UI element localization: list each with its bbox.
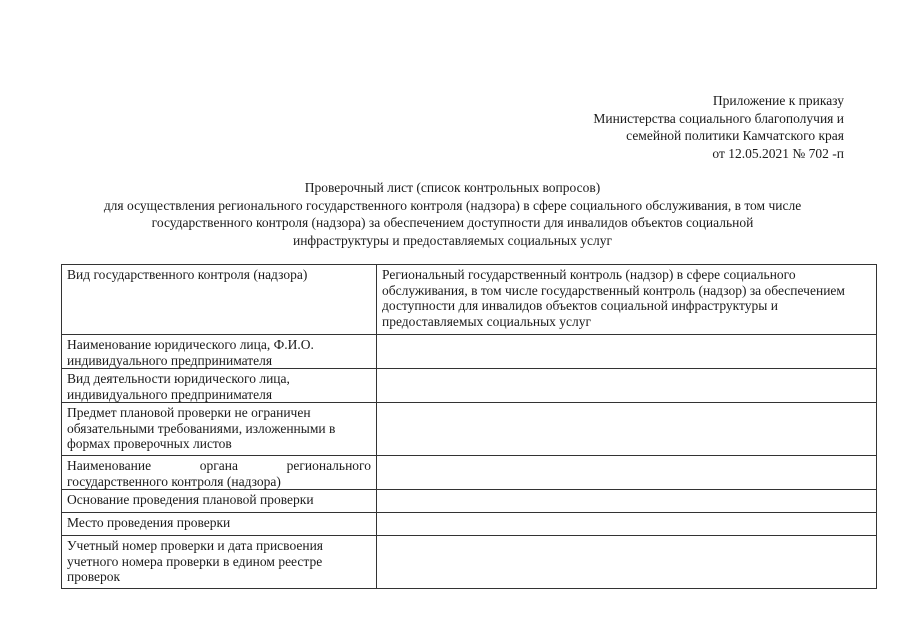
appendix-line: от 12.05.2021 № 702 -п bbox=[712, 145, 844, 161]
row-value bbox=[377, 513, 877, 536]
table-row bbox=[62, 335, 877, 369]
table-row bbox=[62, 403, 877, 456]
checklist-table bbox=[61, 264, 877, 589]
row-label: Учетный номер проверки и дата присвоения учетного номера проверки в едином реестре проверок bbox=[62, 536, 377, 589]
table-row bbox=[62, 536, 877, 589]
row-label: Место проведения проверки bbox=[62, 513, 377, 536]
row-value bbox=[377, 369, 877, 403]
title-line: Проверочный лист (список контрольных вопросов) bbox=[304, 180, 601, 195]
table-row bbox=[62, 513, 877, 536]
appendix-header bbox=[593, 92, 844, 162]
appendix-line: Министерства социального благополучия и bbox=[593, 110, 844, 126]
table-row bbox=[62, 490, 877, 513]
row-value bbox=[377, 335, 877, 369]
table-row bbox=[62, 369, 877, 403]
table-row bbox=[62, 456, 877, 490]
row-label: Наименование органа регионального государственного контроля (надзора) bbox=[62, 456, 377, 490]
table-row bbox=[62, 265, 877, 335]
row-label: Вид государственного контроля (надзора) bbox=[62, 265, 377, 335]
title-line: государственного контроля (надзора) за обеспечением доступности для инвалидов объектов социальной bbox=[151, 215, 754, 230]
row-label: Основание проведения плановой проверки bbox=[62, 490, 377, 513]
row-label: Вид деятельности юридического лица, индивидуального предпринимателя bbox=[62, 369, 377, 403]
row-value bbox=[377, 403, 877, 456]
title-line: инфраструктуры и предоставляемых социальных услуг bbox=[292, 232, 612, 248]
title-line: для осуществления регионального государственного контроля (надзора) в сфере социального обслуживания, в том числе bbox=[103, 197, 802, 213]
row-value bbox=[377, 490, 877, 513]
row-value: Региональный государственный контроль (надзор) в сфере социального обслуживания, в том числе государственный контроль (надзор) за обеспечением доступности для инвалидов объектов социальной инфраструктуры и предоставляемых социальных услуг bbox=[377, 265, 877, 335]
row-value bbox=[377, 536, 877, 589]
appendix-line: семейной политики Камчатского края bbox=[626, 128, 844, 143]
row-value bbox=[377, 456, 877, 490]
row-label: Предмет плановой проверки не ограничен обязательными требованиями, изложенными в формах проверочных листов bbox=[62, 403, 377, 456]
appendix-line: Приложение к приказу bbox=[712, 93, 844, 108]
document-title bbox=[40, 179, 865, 249]
row-label: Наименование юридического лица, Ф.И.О. индивидуального предпринимателя bbox=[62, 335, 377, 369]
